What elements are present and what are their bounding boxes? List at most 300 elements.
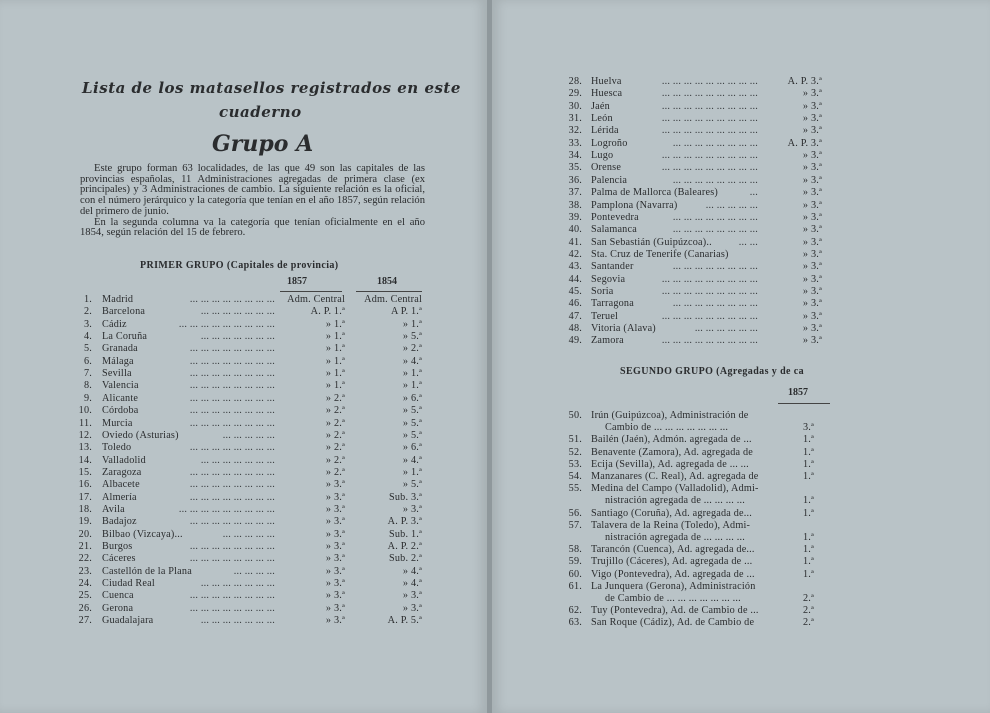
- row-leader-dots: ... ... ... ... ... ... ... ...: [189, 491, 275, 503]
- row-category-1857: » 3.ª: [802, 100, 822, 112]
- row-number: 49.: [568, 335, 582, 347]
- row-category-1857: » 3.ª: [325, 516, 345, 528]
- table-row: [0, 615, 487, 627]
- row-locality: Almería: [102, 491, 137, 503]
- row-category-1857: » 2.ª: [325, 466, 345, 478]
- row-number: 14.: [78, 454, 92, 466]
- row-locality: Sevilla: [102, 368, 132, 380]
- row-leader-dots: ... ... ... ... ... ... ... ... ...: [178, 503, 275, 515]
- row-locality: Valencia: [102, 380, 139, 392]
- table-row: [492, 508, 990, 520]
- row-locality: Ciudad Real: [102, 578, 155, 590]
- row-category-1854: » 1.ª: [402, 466, 422, 478]
- row-leader-dots: ... ... ... ... ... ... ...: [200, 331, 275, 343]
- row-category-1857: » 3.ª: [802, 273, 822, 285]
- row-number: 54.: [568, 471, 582, 482]
- row-category-1857: 1.ª: [802, 471, 814, 482]
- row-leader-dots: ... ... ... ... ... ... ... ...: [189, 442, 275, 454]
- row-category-1857: » 3.ª: [802, 224, 822, 236]
- row-category-1857: 1.ª: [802, 507, 814, 519]
- row-description: Tarancón (Cuenca), Ad. agregada de...: [591, 544, 755, 556]
- row-locality: Alicante: [102, 392, 139, 404]
- row-category-1854: » 4.ª: [402, 454, 422, 466]
- table-row: [0, 356, 487, 368]
- table-row: [0, 578, 487, 590]
- table-row: [492, 323, 990, 335]
- row-locality: Avila: [102, 503, 125, 515]
- row-category-1854: » 1.ª: [402, 368, 422, 380]
- table-row: [0, 553, 487, 565]
- row-number: 59.: [568, 556, 582, 568]
- table-row: [492, 311, 990, 323]
- row-category-1857: A. P. 3.ª: [787, 137, 822, 149]
- row-number: 22.: [78, 553, 92, 565]
- row-leader-dots: ... ... ... ... ... ... ...: [200, 615, 275, 627]
- row-category-1857: » 3.ª: [325, 602, 345, 614]
- row-number: 47.: [568, 310, 582, 322]
- row-leader-dots: ... ... ... ... ... ... ... ...: [189, 602, 275, 614]
- row-number: 35.: [568, 162, 582, 174]
- row-locality: Cuenca: [102, 590, 134, 602]
- row-number: 62.: [568, 605, 582, 617]
- row-leader-dots: ... ... ... ... ... ... ... ...: [189, 553, 275, 565]
- row-number: 38.: [568, 199, 582, 211]
- group-heading: Grupo A: [212, 131, 314, 157]
- row-leader-dots: ... ... ... ... ... ... ... ...: [672, 261, 758, 273]
- row-category-1857: 1.ª: [802, 434, 814, 446]
- row-locality: Cáceres: [102, 553, 136, 565]
- row-category-1854: » 5.ª: [402, 429, 422, 441]
- row-category-1857: » 3.ª: [325, 578, 345, 590]
- row-category-1857: 3.ª: [802, 422, 814, 433]
- row-leader-dots: ... ... ... ... ... ... ... ...: [189, 343, 275, 355]
- row-number: 8.: [83, 380, 92, 392]
- row-leader-dots: ... ... ... ... ... ... ... ... ...: [661, 335, 758, 347]
- table-row: [492, 335, 990, 347]
- row-category-1857: » 1.ª: [325, 343, 345, 355]
- table-row: [0, 442, 487, 454]
- table-row: [0, 319, 487, 331]
- row-number: 32.: [568, 125, 582, 137]
- row-leader-dots: ... ...: [738, 236, 758, 248]
- row-number: 21.: [78, 541, 92, 552]
- row-number: 31.: [568, 113, 582, 125]
- row-description-continued: nistración agregada de ... ... ... ...: [605, 531, 745, 543]
- row-number: 26.: [78, 602, 92, 614]
- row-number: 46.: [568, 298, 582, 310]
- row-category-1854: » 5.ª: [402, 405, 422, 417]
- row-locality: Pontevedra: [591, 211, 639, 223]
- table-row: [0, 516, 487, 528]
- row-number: 52.: [568, 446, 582, 458]
- row-category-1857: » 3.ª: [325, 503, 345, 515]
- row-locality: Vitoria (Alava): [591, 323, 656, 334]
- row-leader-dots: ... ... ... ... ... ... ... ...: [189, 466, 275, 478]
- row-leader-dots: ... ... ... ... ... ... ... ... ...: [661, 310, 758, 322]
- row-locality: La Coruña: [102, 331, 148, 343]
- row-locality: Santander: [591, 261, 634, 273]
- table-row: [492, 88, 990, 100]
- row-number: 58.: [568, 544, 582, 556]
- row-category-1854: A. P. 3.ª: [387, 516, 422, 528]
- table-row: [0, 331, 487, 343]
- row-category-1857: 1.ª: [802, 495, 814, 507]
- table-row: [492, 224, 990, 236]
- row-description: Santiago (Coruña), Ad. agregada de...: [591, 507, 753, 519]
- row-number: 29.: [568, 88, 582, 100]
- row-category-1854: » 6.ª: [402, 392, 422, 404]
- row-category-1857: » 3.ª: [325, 615, 345, 627]
- row-leader-dots: ... ... ... ... ... ... ... ...: [189, 417, 275, 429]
- row-leader-dots: ... ... ... ... ... ... ... ...: [189, 294, 275, 305]
- row-category-1857: A. P. 3.ª: [787, 76, 822, 87]
- row-leader-dots: ... ... ... ... ... ... ... ... ...: [178, 318, 275, 330]
- row-category-1857: » 2.ª: [325, 405, 345, 417]
- row-number: 16.: [78, 479, 92, 491]
- column-header-1857-right: 1857: [788, 387, 808, 398]
- table-row: [492, 237, 990, 249]
- row-category-1854: » 2.ª: [402, 343, 422, 355]
- row-category-1857: 1.ª: [802, 556, 814, 568]
- row-leader-dots: ... ... ... ... ... ... ... ...: [672, 298, 758, 310]
- row-description: Ecija (Sevilla), Ad. agregada de ... ...: [591, 458, 749, 470]
- table-row: [0, 306, 487, 318]
- intro-paragraph-1: Este grupo forman 63 localidades, de las que 49 son las capitales de las provincias españolas, 11 Administraciones agregadas de primera clase (ex principales) y 3 Administraciones de cambio. La siguiente relación es la oficial, con el número jerárquico y la categoría que tenían en el año 1857, según relación del primero de junio.: [80, 163, 425, 217]
- row-category-1854: » 1.ª: [402, 380, 422, 392]
- row-category-1857: » 3.ª: [325, 553, 345, 565]
- row-description: Tuy (Pontevedra), Ad. de Cambio de ...: [591, 605, 759, 617]
- row-description: Benavente (Zamora), Ad. agregada de: [591, 446, 754, 458]
- row-category-1857: » 2.ª: [325, 429, 345, 441]
- row-locality: Toledo: [102, 442, 132, 454]
- row-description: Irún (Guipúzcoa), Administración de: [591, 410, 749, 421]
- table-row: [492, 483, 990, 507]
- row-locality: Murcia: [102, 417, 133, 429]
- row-category-1857: Adm. Central: [287, 294, 345, 305]
- row-number: 5.: [83, 343, 92, 355]
- row-category-1857: 1.ª: [802, 446, 814, 458]
- row-category-1857: 1.ª: [802, 531, 814, 543]
- row-number: 39.: [568, 211, 582, 223]
- table-row: [492, 617, 990, 629]
- row-description: La Junquera (Gerona), Administración: [591, 580, 756, 592]
- row-description-continued: Cambio de ... ... ... ... ... ... ...: [605, 422, 729, 433]
- row-category-1857: A. P. 1.ª: [310, 306, 345, 318]
- row-number: 44.: [568, 273, 582, 285]
- row-leader-dots: ... ... ... ... ... ... ... ... ...: [661, 76, 758, 87]
- row-locality: Madrid: [102, 294, 134, 305]
- row-category-1857: » 1.ª: [325, 380, 345, 392]
- row-number: 43.: [568, 261, 582, 273]
- row-category-1857: » 3.ª: [325, 565, 345, 577]
- row-category-1857: » 1.ª: [325, 331, 345, 343]
- row-leader-dots: ... ... ... ... ... ... ... ... ...: [661, 125, 758, 137]
- row-category-1854: » 5.ª: [402, 331, 422, 343]
- row-category-1857: » 1.ª: [325, 318, 345, 330]
- table-row: [0, 529, 487, 541]
- column-header-1857: 1857: [287, 276, 307, 287]
- row-category-1857: 1.ª: [802, 544, 814, 556]
- row-leader-dots: ... ... ... ... ... ... ... ...: [672, 137, 758, 149]
- row-leader-dots: ... ... ... ... ... ... ...: [200, 454, 275, 466]
- row-category-1854: » 4.ª: [402, 578, 422, 590]
- list-title-line1: Lista de los matasellos registrados en este: [82, 79, 461, 97]
- table-row: [492, 113, 990, 125]
- row-description: Manzanares (C. Real), Ad. agregada de: [591, 471, 759, 482]
- row-leader-dots: ... ... ... ... ... ... ... ... ...: [661, 285, 758, 297]
- row-number: 17.: [78, 491, 92, 503]
- row-locality: Huesca: [591, 88, 623, 100]
- row-category-1857: » 3.ª: [802, 323, 822, 334]
- column-rule-1854: [356, 291, 422, 292]
- row-number: 1.: [83, 294, 92, 305]
- row-category-1857: » 1.ª: [325, 355, 345, 367]
- table-row: [0, 393, 487, 405]
- row-number: 20.: [78, 528, 92, 540]
- row-locality: Soria: [591, 285, 614, 297]
- intro-paragraph-2: En la segunda columna va la categoría que tenían oficialmente en el año 1854, según relación del 15 de febrero.: [80, 216, 425, 239]
- left-page: [0, 0, 487, 713]
- table-row: [492, 471, 990, 483]
- row-number: 57.: [568, 519, 582, 531]
- row-number: 23.: [78, 565, 92, 577]
- row-number: 50.: [568, 410, 582, 421]
- table-row: [0, 566, 487, 578]
- row-locality: Málaga: [102, 355, 134, 367]
- table-row: [492, 544, 990, 556]
- row-number: 3.: [83, 318, 92, 330]
- row-number: 12.: [78, 429, 92, 441]
- row-leader-dots: ... ... ... ... ... ... ...: [200, 306, 275, 318]
- row-locality: San Sebastián (Guipúzcoa)..: [591, 236, 712, 248]
- table-row: [0, 467, 487, 479]
- row-category-1857: » 3.ª: [802, 285, 822, 297]
- row-description: Talavera de la Reina (Toledo), Admi-: [591, 519, 751, 531]
- row-category-1857: » 3.ª: [325, 528, 345, 540]
- row-locality: Logroño: [591, 137, 628, 149]
- row-number: 2.: [83, 306, 92, 318]
- row-number: 48.: [568, 323, 582, 334]
- row-category-1854: » 5.ª: [402, 479, 422, 491]
- row-locality: Sta. Cruz de Tenerife (Canarias): [591, 248, 729, 260]
- table-row: [492, 249, 990, 261]
- table-row: [0, 479, 487, 491]
- row-locality: Bilbao (Vizcaya)...: [102, 528, 183, 540]
- row-category-1854: » 4.ª: [402, 565, 422, 577]
- row-number: 34.: [568, 150, 582, 162]
- table-row: [492, 200, 990, 212]
- row-category-1857: » 3.ª: [802, 310, 822, 322]
- row-leader-dots: ...: [749, 187, 758, 199]
- row-category-1857: » 3.ª: [802, 236, 822, 248]
- row-category-1857: » 3.ª: [802, 335, 822, 347]
- row-locality: Teruel: [591, 310, 619, 322]
- row-leader-dots: ... ... ... ... ... ... ... ... ...: [661, 150, 758, 162]
- row-category-1854: Sub. 3.ª: [389, 491, 422, 503]
- row-number: 7.: [83, 368, 92, 380]
- table-row: [0, 541, 487, 553]
- table-row: [492, 569, 990, 581]
- table-row: [0, 368, 487, 380]
- table-row: [492, 605, 990, 617]
- list-title-line2: cuaderno: [219, 103, 302, 121]
- row-leader-dots: ... ... ... ... ... ... ... ...: [672, 174, 758, 186]
- row-leader-dots: ... ... ... ...: [233, 565, 275, 577]
- row-category-1854: » 3.ª: [402, 602, 422, 614]
- row-number: 18.: [78, 503, 92, 515]
- row-category-1854: » 4.ª: [402, 355, 422, 367]
- row-category-1854: Adm. Central: [364, 294, 422, 305]
- row-number: 9.: [83, 392, 92, 404]
- row-category-1854: A P. 1.ª: [390, 306, 422, 318]
- table-row: [492, 125, 990, 137]
- row-number: 45.: [568, 285, 582, 297]
- row-leader-dots: ... ... ... ... ... ... ... ...: [189, 392, 275, 404]
- row-number: 41.: [568, 236, 582, 248]
- row-locality: Zaragoza: [102, 466, 142, 478]
- row-leader-dots: ... ... ... ... ... ... ... ... ...: [661, 100, 758, 112]
- row-category-1857: » 3.ª: [802, 248, 822, 260]
- row-number: 4.: [83, 331, 92, 343]
- row-locality: Badajoz: [102, 516, 137, 528]
- intro-text: [80, 164, 425, 239]
- row-number: 13.: [78, 442, 92, 454]
- row-category-1857: 2.ª: [802, 605, 814, 617]
- row-leader-dots: ... ... ... ... ... ... ... ... ...: [661, 113, 758, 125]
- table-row: [492, 175, 990, 187]
- row-locality: Lérida: [591, 125, 619, 137]
- right-page: [492, 0, 990, 713]
- table-row: [492, 581, 990, 605]
- column-rule-1857: [280, 291, 342, 292]
- row-leader-dots: ... ... ... ... ... ... ... ...: [189, 368, 275, 380]
- row-locality: Pamplona (Navarra): [591, 199, 678, 211]
- row-category-1857: » 3.ª: [802, 174, 822, 186]
- row-category-1857: » 1.ª: [325, 368, 345, 380]
- row-leader-dots: ... ... ... ... ... ...: [694, 323, 758, 334]
- row-locality: Castellón de la Plana: [102, 565, 192, 577]
- row-locality: Gerona: [102, 602, 134, 614]
- row-number: 60.: [568, 568, 582, 580]
- row-category-1857: » 3.ª: [802, 113, 822, 125]
- table-row: [492, 76, 990, 88]
- row-leader-dots: ... ... ... ... ... ... ... ...: [672, 211, 758, 223]
- table-row: [0, 455, 487, 467]
- table-row: [0, 294, 487, 306]
- column-rule-1857-right: [778, 403, 830, 404]
- row-leader-dots: ... ... ... ... ... ... ... ...: [189, 380, 275, 392]
- row-category-1854: » 3.ª: [402, 590, 422, 602]
- table-row: [492, 138, 990, 150]
- row-locality: Orense: [591, 162, 622, 174]
- table-row: [0, 603, 487, 615]
- row-category-1857: » 3.ª: [802, 187, 822, 199]
- row-description: San Roque (Cádiz), Ad. de Cambio de: [591, 617, 755, 629]
- row-number: 36.: [568, 174, 582, 186]
- row-category-1854: » 5.ª: [402, 417, 422, 429]
- row-category-1857: » 3.ª: [802, 125, 822, 137]
- primer-grupo-heading: PRIMER GRUPO (Capitales de provincia): [140, 260, 339, 271]
- table-row: [0, 430, 487, 442]
- row-number: 24.: [78, 578, 92, 590]
- row-category-1857: » 3.ª: [802, 298, 822, 310]
- row-number: 6.: [83, 355, 92, 367]
- row-leader-dots: ... ... ... ... ... ... ... ...: [189, 405, 275, 417]
- table-row: [492, 459, 990, 471]
- row-category-1857: » 3.ª: [802, 261, 822, 273]
- table-row: [492, 274, 990, 286]
- row-locality: Oviedo (Asturias): [102, 429, 179, 441]
- row-locality: Cádiz: [102, 318, 127, 330]
- row-category-1857: » 2.ª: [325, 417, 345, 429]
- row-description: Vigo (Pontevedra), Ad. agregada de ...: [591, 568, 755, 580]
- row-number: 56.: [568, 507, 582, 519]
- row-leader-dots: ... ... ... ... ... ... ... ... ...: [661, 88, 758, 100]
- row-number: 53.: [568, 458, 582, 470]
- row-category-1857: » 3.ª: [325, 479, 345, 491]
- row-locality: Segovia: [591, 273, 626, 285]
- table-row: [492, 150, 990, 162]
- table-row: [0, 590, 487, 602]
- row-leader-dots: ... ... ... ... ... ... ... ...: [189, 541, 275, 552]
- table-row: [492, 556, 990, 568]
- table-row: [492, 298, 990, 310]
- row-category-1854: A. P. 2.ª: [387, 541, 422, 552]
- row-leader-dots: ... ... ... ... ... ... ... ... ...: [661, 273, 758, 285]
- row-number: 11.: [79, 417, 92, 429]
- row-number: 61.: [568, 580, 582, 592]
- row-number: 40.: [568, 224, 582, 236]
- row-number: 28.: [568, 76, 582, 87]
- row-locality: León: [591, 113, 613, 125]
- row-locality: Valladolid: [102, 454, 146, 466]
- table-row: [492, 520, 990, 544]
- row-category-1857: » 2.ª: [325, 454, 345, 466]
- row-leader-dots: ... ... ... ... ...: [222, 528, 275, 540]
- table-row: [0, 492, 487, 504]
- row-locality: Guadalajara: [102, 615, 154, 627]
- row-category-1857: » 3.ª: [325, 491, 345, 503]
- row-number: 15.: [78, 466, 92, 478]
- row-category-1857: » 2.ª: [325, 442, 345, 454]
- row-category-1857: » 3.ª: [802, 211, 822, 223]
- row-category-1857: 1.ª: [802, 568, 814, 580]
- row-locality: Burgos: [102, 541, 133, 552]
- row-number: 30.: [568, 100, 582, 112]
- row-locality: Granada: [102, 343, 138, 355]
- row-category-1854: Sub. 2.ª: [389, 553, 422, 565]
- table-row: [492, 447, 990, 459]
- table-row: [492, 162, 990, 174]
- segundo-grupo-heading: SEGUNDO GRUPO (Agregadas y de ca: [620, 366, 805, 377]
- row-locality: Albacete: [102, 479, 140, 491]
- row-number: 42.: [568, 248, 582, 260]
- table-row: [492, 410, 990, 434]
- row-locality: Zamora: [591, 335, 624, 347]
- row-category-1857: » 3.ª: [802, 162, 822, 174]
- row-description: Medina del Campo (Valladolid), Admi-: [591, 483, 759, 495]
- table-row: [492, 261, 990, 273]
- row-number: 63.: [568, 617, 582, 629]
- row-category-1854: » 3.ª: [402, 503, 422, 515]
- row-locality: Lugo: [591, 150, 614, 162]
- row-number: 37.: [568, 187, 582, 199]
- table-row: [492, 434, 990, 446]
- row-locality: Huelva: [591, 76, 622, 87]
- row-category-1854: » 6.ª: [402, 442, 422, 454]
- row-description: Trujillo (Cáceres), Ad. agregada de ...: [591, 556, 753, 568]
- table-row: [0, 380, 487, 392]
